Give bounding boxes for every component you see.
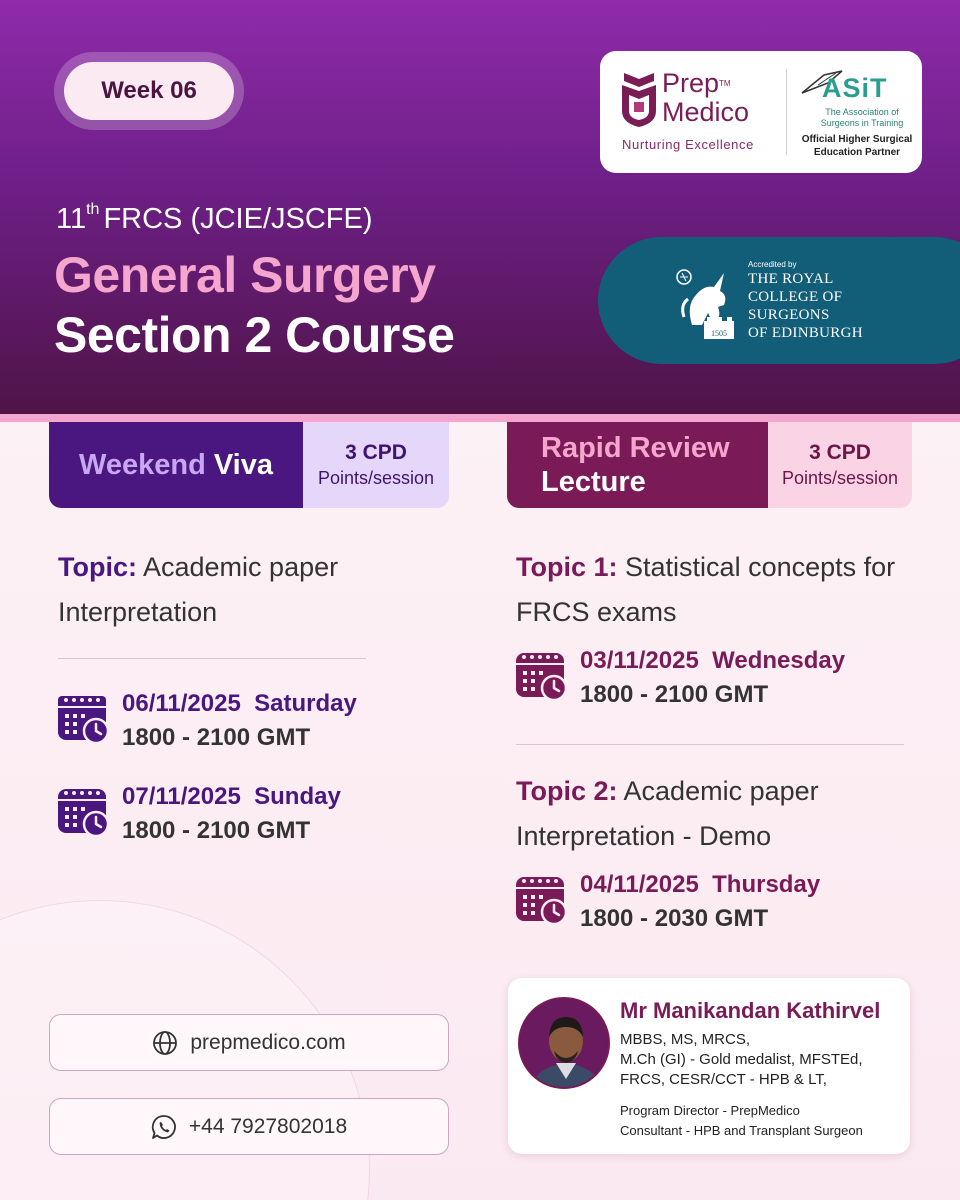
prepmedico-wordmark: Prep™ Medico	[662, 68, 750, 127]
lecture-topic-2	[516, 769, 916, 859]
unicorn-crest-icon	[674, 265, 740, 343]
rapid-review-line2: Lecture	[541, 466, 646, 498]
session-date: 06/11/2025	[122, 690, 241, 717]
session-day: Saturday	[254, 690, 357, 717]
weekend-viva-word1: Weekend	[79, 448, 206, 481]
session-date: 07/11/2025	[122, 783, 241, 810]
session-time: 1800 - 2100 GMT	[122, 724, 311, 751]
rcsed-name: THE ROYAL COLLEGE OF SURGEONS OF EDINBURGH	[748, 271, 863, 341]
partner-logo-card	[600, 51, 922, 173]
weekend-viva-word2: Viva	[213, 448, 273, 481]
logo-divider	[786, 69, 787, 155]
weekend-viva-title	[49, 422, 303, 508]
session-day: Thursday	[712, 871, 821, 898]
presenter-roles: Program Director - PrepMedico Consultant - HPB and Transplant Surgeon	[620, 1103, 863, 1138]
phone-text: +44 7927802018	[188, 1114, 348, 1138]
calendar-clock-icon	[58, 692, 110, 744]
session-time: 1800 - 2100 GMT	[580, 681, 769, 708]
header-banner	[0, 0, 960, 414]
session-time: 1800 - 2030 GMT	[580, 905, 769, 932]
course-ordinal-suffix: th	[86, 201, 100, 218]
cpd-unit: Points/session	[781, 468, 899, 488]
prepmedico-logo-icon	[620, 71, 658, 129]
rapid-review-line1: Rapid Review	[541, 432, 730, 464]
divider	[58, 658, 366, 659]
presenter-photo	[520, 999, 610, 1089]
cpd-value: 3 CPD	[809, 441, 871, 464]
session-time: 1800 - 2100 GMT	[122, 817, 311, 844]
week-badge: Week 06	[64, 62, 234, 120]
rcsed-accredited-label: Accredited by	[748, 260, 797, 269]
rapid-review-title	[507, 422, 768, 508]
asit-fullname: The Association of Surgeons in Training	[820, 107, 904, 128]
course-exam-line	[56, 203, 373, 236]
cpd-value: 3 CPD	[345, 441, 407, 464]
topic-text: Academic paper Interpretation	[58, 552, 339, 627]
presenter-name: Mr Manikandan Kathirvel	[620, 998, 881, 1023]
calendar-clock-icon	[58, 785, 110, 837]
session-day: Wednesday	[712, 647, 846, 674]
viva-topic	[58, 545, 378, 635]
topic-label: Topic:	[58, 552, 137, 582]
lecture-topic-1	[516, 545, 916, 635]
topic-text: Academic paper Interpretation - Demo	[516, 776, 819, 851]
website-text: prepmedico.com	[190, 1030, 346, 1054]
presenter-card	[508, 978, 910, 1154]
globe-icon	[152, 1030, 178, 1056]
topic-label: Topic 1:	[516, 552, 618, 582]
website-link[interactable]	[49, 1014, 449, 1071]
weekend-viva-header	[49, 422, 449, 508]
rapid-review-cpd	[768, 422, 912, 508]
weekend-viva-cpd	[303, 422, 449, 508]
course-exam: FRCS (JCIE/JSCFE)	[103, 203, 373, 235]
prepmedico-tagline: Nurturing Excellence	[622, 137, 754, 152]
course-title-line1: General Surgery	[54, 247, 436, 303]
rcsed-accreditation	[598, 237, 960, 364]
course-ordinal: 11	[56, 203, 87, 235]
rapid-review-header	[507, 422, 912, 508]
presenter-avatar	[518, 997, 610, 1089]
whatsapp-icon	[151, 1114, 177, 1140]
session-date: 03/11/2025	[580, 647, 699, 674]
course-title-line2: Section 2 Course	[54, 307, 455, 363]
topic-label: Topic 2:	[516, 776, 618, 806]
topic-text: Statistical concepts for FRCS exams	[516, 552, 896, 627]
session-day: Sunday	[254, 783, 341, 810]
phone-link[interactable]	[49, 1098, 449, 1155]
calendar-clock-icon	[516, 649, 568, 701]
header-accent-strip	[0, 414, 960, 422]
rcsed-year: 1505	[711, 329, 727, 338]
cpd-unit: Points/session	[317, 468, 435, 488]
calendar-clock-icon	[516, 873, 568, 925]
presenter-qualifications: MBBS, MS, MRCS, M.Ch (GI) - Gold medalist, MFSTEd, FRCS, CESR/CCT - HPB & LT,	[620, 1031, 863, 1088]
divider	[516, 744, 904, 745]
asit-wordmark: ASiT	[822, 73, 888, 103]
asit-partner-label: Official Higher Surgical Education Partner	[801, 134, 913, 158]
session-date: 04/11/2025	[580, 871, 699, 898]
